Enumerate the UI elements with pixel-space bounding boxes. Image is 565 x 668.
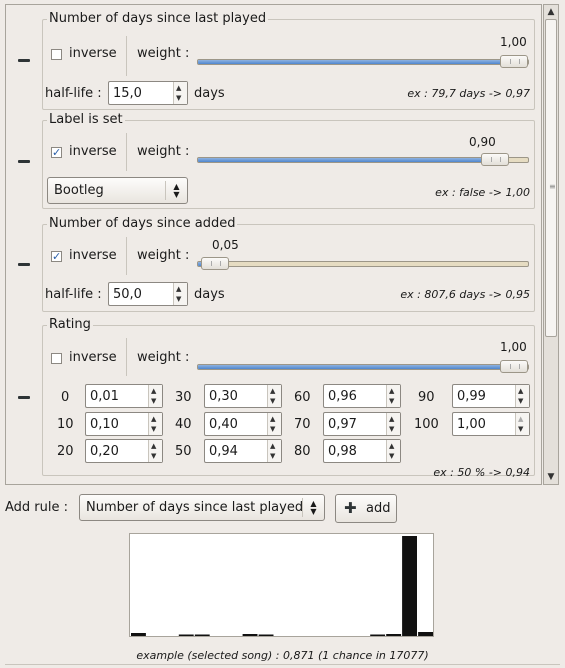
weight-label: weight : — [137, 248, 190, 263]
spin-arrows[interactable]: ▲ ▼ — [173, 82, 187, 104]
example-song-text: example (selected song) : 0,871 (1 chance in 17077) — [136, 649, 429, 662]
inverse-checkbox[interactable] — [51, 49, 62, 60]
remove-rule-4-button[interactable] — [18, 396, 30, 399]
example-text: ex : false -> 1,00 — [435, 186, 530, 199]
rule-title: Number of days since last played — [49, 11, 267, 26]
rating-spinbox[interactable] — [204, 384, 282, 408]
inverse-label: inverse — [69, 248, 117, 263]
inverse-label: inverse — [69, 144, 117, 159]
rating-label: 0 — [61, 390, 70, 405]
spin-arrows[interactable]: ▲ ▼ — [173, 283, 187, 305]
rating-value: 0,40 — [209, 417, 238, 432]
weight-slider[interactable] — [197, 261, 529, 267]
separator — [126, 338, 127, 376]
separator — [126, 237, 127, 275]
rating-spinbox[interactable] — [204, 412, 282, 436]
halflife-spinbox[interactable] — [108, 81, 188, 105]
histogram-bar — [179, 635, 194, 637]
example-text: ex : 79,7 days -> 0,97 — [407, 87, 530, 100]
inverse-checkbox[interactable] — [51, 353, 62, 364]
rule-group-days-since-added — [42, 216, 535, 312]
rating-label: 30 — [175, 390, 192, 405]
weight-label: weight : — [137, 350, 190, 365]
rule-title: Number of days since added — [49, 216, 236, 231]
rating-spinbox[interactable] — [85, 439, 163, 463]
rating-spinbox[interactable] — [85, 412, 163, 436]
remove-rule-2-button[interactable] — [18, 160, 30, 163]
rating-value: 0,20 — [90, 444, 119, 459]
rating-spinbox[interactable] — [85, 384, 163, 408]
rule-type-value: Number of days since last played — [86, 500, 304, 515]
slider-knob[interactable] — [500, 55, 528, 68]
halflife-label: half-life : — [45, 86, 102, 101]
inverse-label: inverse — [69, 46, 117, 61]
rating-spinbox[interactable] — [452, 412, 530, 436]
label-combobox-value: Bootleg — [54, 183, 104, 198]
rule-group-label-is-set — [42, 112, 535, 209]
add-rule-label: Add rule : — [5, 500, 69, 515]
rating-spinbox[interactable] — [204, 439, 282, 463]
scroll-up-icon[interactable]: ▲ — [547, 7, 555, 17]
rating-value: 0,99 — [457, 389, 486, 404]
rating-label: 100 — [414, 417, 439, 432]
grip-icon: ≡ — [549, 182, 556, 191]
histogram-svg — [130, 534, 433, 636]
slider-knob[interactable] — [201, 257, 229, 270]
rating-label: 50 — [175, 444, 192, 459]
rating-label: 40 — [175, 417, 192, 432]
weight-label: weight : — [137, 46, 190, 61]
combobox-arrows-icon: ▲ ▼ — [165, 181, 187, 200]
weight-value: 1,00 — [500, 35, 527, 49]
rating-label: 80 — [294, 444, 311, 459]
divider — [5, 664, 560, 665]
score-histogram — [129, 533, 434, 637]
histogram-bar — [402, 536, 417, 636]
scroll-down-icon[interactable]: ▼ — [547, 472, 555, 482]
histogram-bar — [195, 635, 210, 637]
rating-spinbox[interactable] — [323, 412, 401, 436]
slider-knob[interactable] — [500, 360, 528, 373]
separator — [126, 36, 127, 76]
halflife-value: 15,0 — [113, 86, 142, 101]
remove-rule-3-button[interactable] — [18, 263, 30, 266]
rule-title: Label is set — [49, 112, 123, 127]
separator — [126, 133, 127, 171]
rule-group-days-since-played — [42, 11, 535, 110]
rating-value: 0,97 — [328, 417, 357, 432]
histogram-bar — [370, 635, 385, 637]
histogram-bar — [243, 634, 258, 636]
label-combobox[interactable] — [47, 177, 188, 204]
weight-value: 0,90 — [469, 135, 496, 149]
halflife-spinbox[interactable] — [108, 282, 188, 306]
combobox-arrows-icon: ▲ ▼ — [302, 498, 324, 517]
add-button-label: add — [366, 501, 391, 516]
add-rule-button[interactable] — [335, 494, 397, 523]
rating-label: 20 — [57, 444, 74, 459]
weight-slider[interactable] — [197, 59, 529, 65]
spin-arrows[interactable]: ▲ ▼ — [386, 413, 400, 435]
days-label: days — [194, 86, 225, 101]
remove-rule-1-button[interactable] — [18, 59, 30, 62]
weight-label: weight : — [137, 144, 190, 159]
histogram-bar — [386, 634, 401, 636]
weight-slider[interactable] — [197, 157, 529, 163]
plus-icon: ✚ — [344, 499, 357, 517]
days-label: days — [194, 287, 225, 302]
spin-arrows[interactable]: ▲ ▼ — [515, 413, 529, 435]
rating-label: 70 — [294, 417, 311, 432]
rating-value: 0,30 — [209, 389, 238, 404]
halflife-value: 50,0 — [113, 287, 142, 302]
spin-arrows[interactable]: ▲ ▼ — [148, 385, 162, 407]
rating-spinbox[interactable] — [452, 384, 530, 408]
spin-arrows[interactable]: ▲ ▼ — [148, 440, 162, 462]
weight-value: 0,05 — [212, 238, 239, 252]
weight-value: 1,00 — [500, 340, 527, 354]
spin-arrows[interactable]: ▲ ▼ — [267, 413, 281, 435]
inverse-label: inverse — [69, 350, 117, 365]
spin-arrows[interactable]: ▲ ▼ — [386, 440, 400, 462]
rating-value: 0,94 — [209, 444, 238, 459]
rule-type-combobox[interactable] — [79, 494, 325, 521]
histogram-bar — [131, 633, 146, 636]
rating-value: 0,98 — [328, 444, 357, 459]
rating-value: 0,01 — [90, 389, 119, 404]
rating-label: 10 — [57, 417, 74, 432]
inverse-checkbox[interactable]: ✓ — [52, 146, 62, 159]
example-text: ex : 50 % -> 0,94 — [433, 466, 530, 479]
histogram-bar — [418, 632, 433, 636]
rule-title: Rating — [49, 317, 91, 332]
example-text: ex : 807,6 days -> 0,95 — [400, 288, 530, 301]
slider-fill — [198, 365, 514, 369]
rating-value: 1,00 — [457, 417, 486, 432]
rule-group-rating — [42, 317, 535, 479]
rating-spinbox[interactable] — [323, 384, 401, 408]
spin-arrows[interactable]: ▲ ▼ — [267, 385, 281, 407]
rating-label: 90 — [418, 390, 435, 405]
slider-fill — [198, 60, 514, 64]
weight-slider[interactable] — [197, 364, 529, 370]
rating-spinbox[interactable] — [323, 439, 401, 463]
inverse-checkbox[interactable]: ✓ — [52, 250, 62, 263]
rating-value: 0,10 — [90, 417, 119, 432]
spin-arrows[interactable]: ▲ ▼ — [148, 413, 162, 435]
rating-label: 60 — [294, 390, 311, 405]
spin-arrows[interactable]: ▲ ▼ — [515, 385, 529, 407]
rules-panel — [5, 4, 542, 485]
histogram-bar — [259, 635, 274, 637]
halflife-label: half-life : — [45, 287, 102, 302]
spin-arrows[interactable]: ▲ ▼ — [267, 440, 281, 462]
vertical-scrollbar[interactable] — [543, 4, 559, 485]
spin-arrows[interactable]: ▲ ▼ — [386, 385, 400, 407]
rating-value: 0,96 — [328, 389, 357, 404]
slider-fill — [198, 158, 495, 162]
scrollbar-thumb[interactable] — [545, 19, 557, 337]
slider-knob[interactable] — [481, 153, 509, 166]
